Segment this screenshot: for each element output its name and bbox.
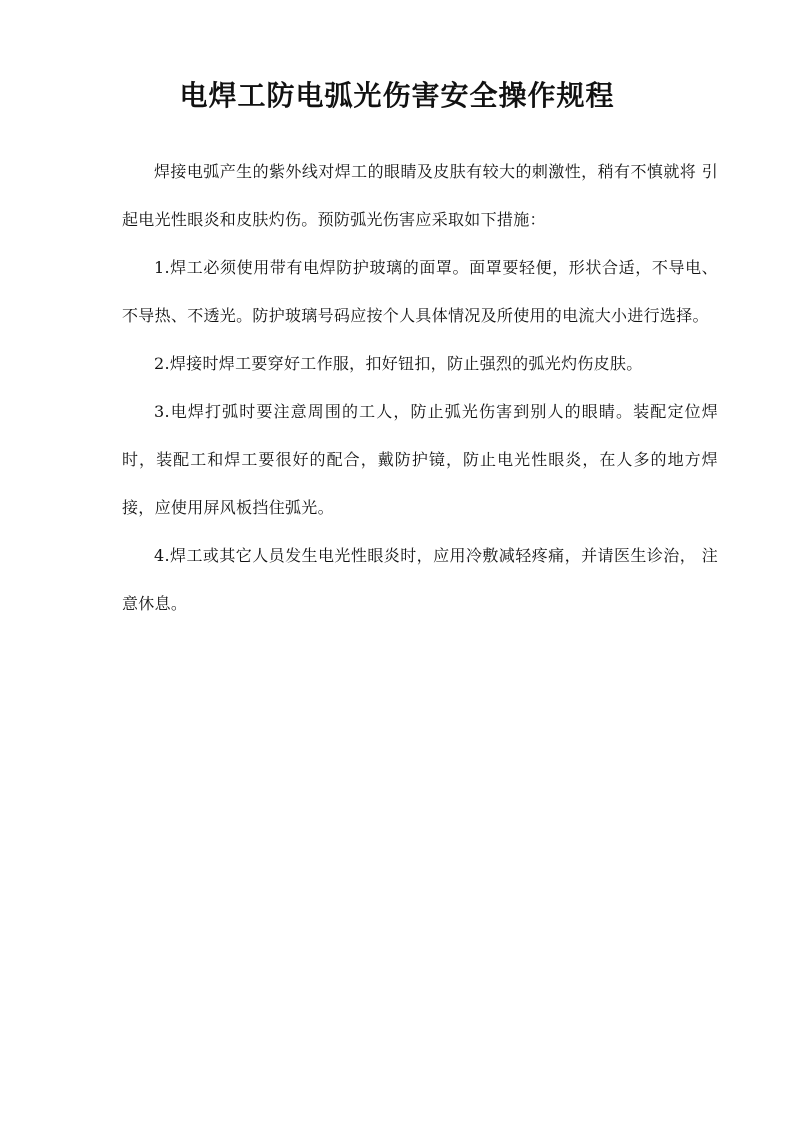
intro-paragraph: 焊接电弧产生的紫外线对焊工的眼睛及皮肤有较大的刺激性，稍有不慎就将 引起电光性眼炎和皮肤灼伤。预防弧光伤害应采取如下措施： — [122, 162, 718, 229]
measure-4-paragraph: 4.焊工或其它人员发生电光性眼炎时，应用冷敷减轻疼痛，并请医生诊治， 注意休息。 — [122, 546, 718, 613]
document-body — [122, 148, 718, 628]
measure-1-paragraph: 1.焊工必须使用带有电焊防护玻璃的面罩。面罩要轻便，形状合适，不导电、不导热、不透光。防护玻璃号码应按个人具体情况及所使用的电流大小进行选择。 — [122, 258, 718, 325]
measure-2-paragraph: 2.焊接时焊工要穿好工作服，扣好钮扣，防止强烈的弧光灼伤皮肤。 — [154, 354, 643, 373]
document-title: 电焊工防电弧光伤害安全操作规程 — [179, 79, 615, 112]
measure-3-paragraph: 3.电焊打弧时要注意周围的工人，防止弧光伤害到别人的眼睛。装配定位焊时，装配工和焊工要很好的配合，戴防护镜，防止电光性眼炎，在人多的地方焊 接，应使用屏风板挡住弧光。 — [122, 402, 718, 517]
